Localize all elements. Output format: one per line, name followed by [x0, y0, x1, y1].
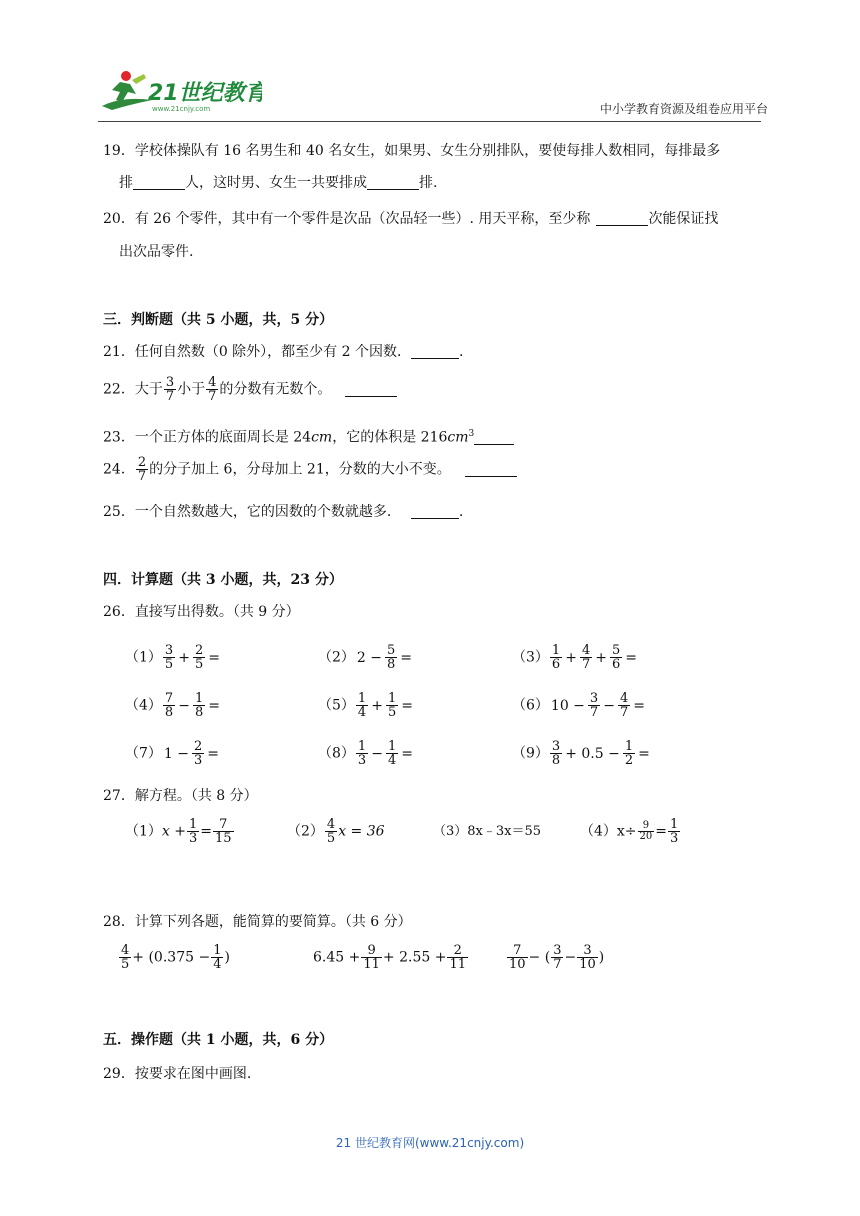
q22-text-c: 的分数有无数个。: [219, 381, 332, 398]
section-3-title: 三．判断题（共 5 小题，共，5 分）: [103, 312, 334, 328]
q26-fraction: $\frac{3}{7}$: [589, 691, 599, 720]
q26-item-label: （6）: [512, 697, 549, 714]
q26-operator: −: [603, 697, 615, 714]
q28-e1-frac-1: $\frac{4}{5}$: [121, 943, 130, 972]
q26-operator: =: [401, 697, 413, 714]
q28-e3-frac-2: $\frac{3}{7}$: [553, 943, 562, 972]
q26-fraction: $\frac{1}{6}$: [551, 643, 561, 672]
q23-unit-1: cm: [311, 429, 333, 446]
q27-e1-term: x +: [161, 823, 186, 840]
q26-operator: =: [207, 745, 220, 762]
q23: [103, 424, 514, 448]
q21-end: .: [458, 344, 464, 360]
q26-operator: =: [633, 697, 645, 714]
logo-text: 21世纪教育: [148, 81, 262, 106]
q26-fraction: $\frac{2}{3}$: [194, 739, 203, 768]
q26-operator: =: [208, 697, 220, 714]
q26-operator: +: [565, 649, 577, 666]
q26-item-7: [125, 740, 221, 767]
q27-e1-fraction-1: $\frac{1}{3}$: [189, 817, 198, 846]
q26-item-2: [318, 644, 414, 671]
q24-text-a: 24．: [103, 461, 135, 478]
q26-item-6: [512, 692, 647, 719]
q26-item-label: （3）: [512, 649, 549, 666]
q23-exponent: 3: [468, 429, 475, 439]
q28-e1-close: ): [224, 949, 230, 966]
q20-line1: [103, 209, 718, 229]
q26-operator: −: [371, 745, 383, 762]
q26-fraction: $\frac{2}{5}$: [194, 643, 204, 672]
q26-title: 26．直接写出得数。（共 9 分）: [103, 604, 300, 620]
footer-text: 21 世纪教育网(www.21cnjy.com): [335, 1136, 525, 1150]
q20-line2: 出次品零件.: [119, 244, 194, 260]
q28-expression-2: [313, 944, 469, 971]
q26-fraction: $\frac{4}{7}$: [619, 691, 629, 720]
q26-operator: =: [638, 745, 650, 762]
q21-text: 21．任何自然数（0 除外），都至少有 2 个因数．: [103, 344, 411, 360]
header-divider: [98, 121, 761, 122]
q20-text-b: 次能保证找: [648, 211, 719, 227]
q26-fraction: $\frac{1}{4}$: [357, 691, 367, 720]
q26-item-5: [318, 692, 415, 719]
section-4-title: 四．计算题（共 3 小题，共，23 分）: [103, 572, 343, 588]
q27-e2-term: x = 36: [338, 823, 385, 840]
q26-item-label: （8）: [318, 745, 355, 762]
q26-operator: +: [371, 697, 383, 714]
q24-blank[interactable]: [465, 462, 517, 477]
q25-end: .: [458, 504, 464, 520]
q27-equation-2: [287, 818, 385, 845]
q29-text: 29．按要求在图中画图.: [103, 1066, 252, 1082]
q26-item-4: [125, 692, 222, 719]
q28-e2-frac-2: $\frac{2}{11}$: [449, 943, 466, 972]
q26-operator: =: [401, 745, 413, 762]
q28-e3-close: ): [598, 949, 605, 966]
q26-operator: =: [625, 649, 637, 666]
q26-operator: =: [208, 649, 220, 666]
q26-fraction: $\frac{5}{6}$: [611, 643, 621, 672]
q19-text-b: 人，这时男、女生一共要排成: [185, 175, 367, 191]
q26-operator: 1 −: [163, 745, 190, 762]
q28-e3-minus: −: [564, 949, 577, 966]
q28-e3-open: − (: [528, 949, 551, 966]
q27-e4-equals: =: [655, 823, 668, 840]
q22-fraction-2: $\frac{4}{7}$: [208, 375, 217, 404]
q26-fraction: $\frac{1}{2}$: [624, 739, 634, 768]
q19-blank-1[interactable]: [133, 175, 185, 190]
q26-operator: +: [178, 649, 190, 666]
q26-operator: −: [178, 697, 190, 714]
q26-fraction: $\frac{1}{5}$: [387, 691, 397, 720]
q28-expression-1: [118, 944, 230, 971]
q26-item-9: [512, 740, 652, 767]
section-5-title: 五．操作题（共 1 小题，共，6 分）: [103, 1032, 334, 1048]
q27-e2-label: （2）: [287, 823, 324, 840]
q27-e4-label: （4）x÷: [580, 823, 637, 840]
q25-blank[interactable]: [411, 504, 459, 519]
q27-e2-fraction: $\frac{4}{5}$: [326, 817, 336, 846]
q26-fraction: $\frac{5}{8}$: [387, 643, 396, 672]
site-logo: [92, 66, 262, 116]
q26-item-label: （4）: [125, 697, 162, 714]
logo-subtext: www.21cnjy.com: [152, 105, 211, 113]
q26-item-label: （2）: [318, 649, 355, 666]
q26-fraction: $\frac{3}{8}$: [551, 739, 561, 768]
q26-operator: + 0.5 −: [565, 745, 620, 762]
q28-e2-b: + 2.55 +: [382, 949, 447, 966]
q26-fraction: $\frac{1}{4}$: [387, 739, 397, 768]
q26-fraction: $\frac{1}{3}$: [357, 739, 367, 768]
q28-e3-frac-1: $\frac{7}{10}$: [509, 943, 526, 972]
q25: [103, 502, 463, 522]
q23-unit-2: cm: [447, 429, 469, 446]
q22-blank[interactable]: [345, 382, 397, 397]
q23-blank[interactable]: [474, 430, 514, 445]
q28-e1-frac-2: $\frac{1}{4}$: [213, 943, 222, 972]
q21: [103, 342, 463, 362]
q25-text: 25．一个自然数越大，它的因数的个数就越多．: [103, 504, 401, 520]
q28-e1-mid: + (0.375 −: [132, 949, 211, 966]
q23-text-a: 23．一个正方体的底面周长是 24: [103, 429, 312, 446]
q22-text-b: 小于: [177, 381, 206, 398]
q21-blank[interactable]: [411, 344, 459, 359]
q26-fraction: $\frac{1}{8}$: [194, 691, 204, 720]
q27-e1-equals: =: [200, 823, 213, 840]
runner-logo-icon: [92, 66, 262, 116]
q19-blank-2[interactable]: [367, 175, 419, 190]
q26-operator: =: [400, 649, 413, 666]
q23-text-b: ，它的体积是 216: [332, 429, 448, 446]
q26-operator: 10 −: [550, 697, 585, 714]
q27-e4-fraction-1: $\frac{9}{20}$: [639, 820, 653, 842]
q19-line1: 19．学校体操队有 16 名男生和 40 名女生，如果男、女生分别排队，要使每排人数相同，每排最多: [103, 143, 721, 159]
q19-line2: [119, 173, 437, 193]
q28-expression-3: [506, 944, 604, 971]
header-platform-text: 中小学教育资源及组卷应用平台: [599, 102, 768, 116]
q27-e1-label: （1）: [125, 823, 162, 840]
q26-item-8: [318, 740, 415, 767]
q24-fraction: $\frac{2}{7}$: [137, 455, 147, 484]
q28-title: 28．计算下列各题，能简算的要简算。（共 6 分）: [103, 914, 412, 930]
q27-equation-3: （3）8x﹣3x＝55: [433, 824, 542, 839]
q20-text-a: 20．有 26 个零件，其中有一个零件是次品（次品轻一些）. 用天平称，至少称: [103, 211, 591, 227]
q28-e2-a: 6.45 +: [313, 949, 361, 966]
q26-item-label: （1）: [125, 649, 162, 666]
q26-fraction: $\frac{4}{7}$: [581, 643, 591, 672]
q26-item-label: （5）: [318, 697, 355, 714]
q26-item-1: [125, 644, 222, 671]
q26-item-label: （7）: [125, 745, 162, 762]
q26-fraction: $\frac{3}{5}$: [164, 643, 174, 672]
q27-e1-fraction-2: $\frac{7}{15}$: [215, 817, 232, 846]
q24: [103, 456, 517, 483]
q22-fraction-1: $\frac{3}{7}$: [165, 375, 175, 404]
q27-e4-fraction-2: $\frac{1}{3}$: [670, 817, 679, 846]
q28-e2-frac-1: $\frac{9}{11}$: [363, 943, 380, 972]
q24-text-b: 的分子加上 6，分母加上 21，分数的大小不变。: [149, 461, 451, 478]
q20-blank[interactable]: [596, 211, 648, 226]
q22-text-a: 22．大于: [103, 381, 163, 398]
q27-title: 27．解方程。（共 8 分）: [103, 788, 258, 804]
q27-equation-4: [580, 818, 681, 845]
q26-item-3: [512, 644, 639, 671]
q26-operator: +: [595, 649, 607, 666]
q27-equation-1: [125, 818, 235, 845]
q19-text-a: 排: [119, 175, 133, 191]
q28-e3-frac-3: $\frac{3}{10}$: [579, 943, 596, 972]
q26-item-label: （9）: [512, 745, 549, 762]
q19-text-c: 排.: [419, 175, 438, 191]
q26-operator: 2 −: [356, 649, 383, 666]
q26-fraction: $\frac{7}{8}$: [164, 691, 174, 720]
q22: [103, 376, 397, 403]
